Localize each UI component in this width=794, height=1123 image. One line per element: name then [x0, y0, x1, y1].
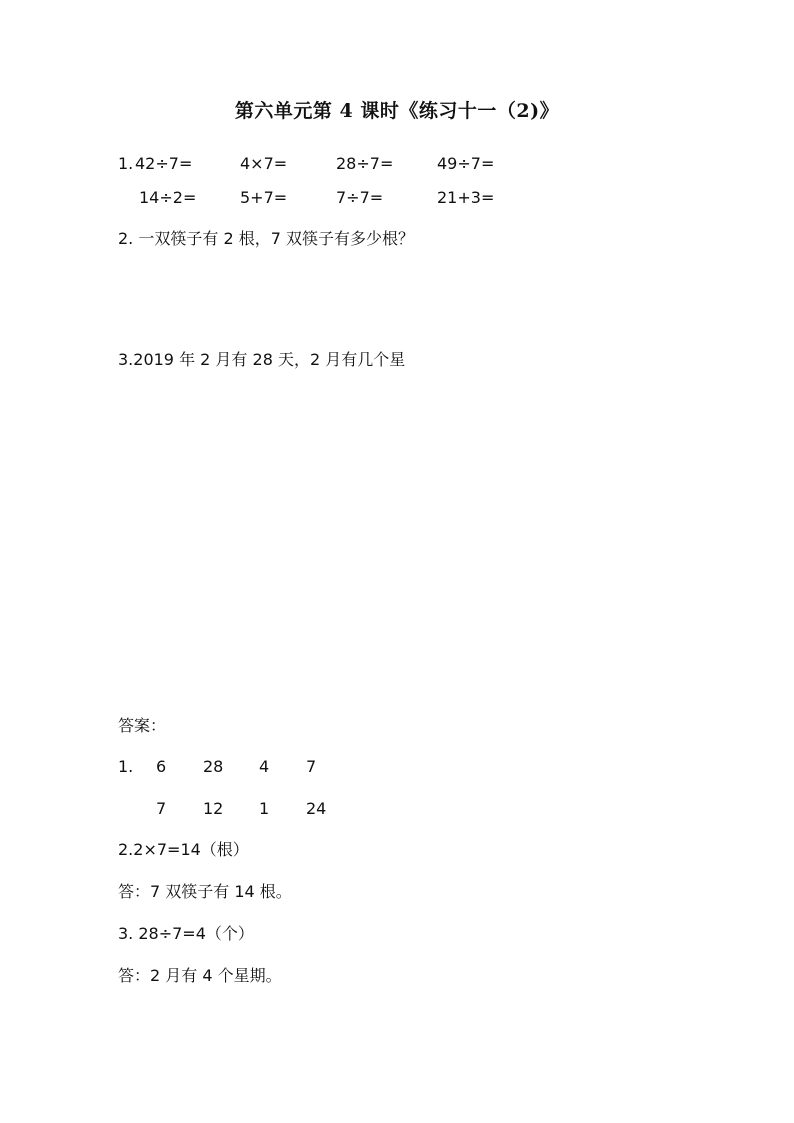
answer-2-equation: 2.2×7=14（根） [118, 840, 249, 859]
a1-row2-item-4: 24 [306, 799, 327, 818]
a1-row1-item-2: 28 [203, 757, 224, 776]
question-3: 3.2019 年 2 月有 28 天，2 月有几个星 [118, 350, 406, 369]
answer-3-equation: 3. 28÷7=4（个） [118, 924, 254, 943]
answer-1-number: 1. [118, 757, 134, 776]
a1-row2-item-2: 12 [203, 799, 224, 818]
q1-row2-item-2: 5+7= [240, 188, 288, 207]
q1-row2-item-1: 14÷2= [139, 188, 197, 207]
answer-3-statement: 答：2 月有 4 个星期。 [118, 966, 282, 985]
page-title: 第六单元第 4 课时《练习十一（2)》 [234, 100, 560, 122]
a1-row2-item-1: 7 [156, 799, 167, 818]
a1-row2-item-3: 1 [259, 799, 270, 818]
q1-row1-item-1: 42÷7= [135, 154, 193, 173]
q1-row1-item-3: 28÷7= [336, 154, 394, 173]
a1-row1-item-4: 7 [306, 757, 317, 776]
question-2: 2. 一双筷子有 2 根，7 双筷子有多少根？ [118, 229, 414, 248]
question-1-number: 1. [118, 154, 134, 173]
a1-row1-item-1: 6 [156, 757, 167, 776]
q1-row2-item-3: 7÷7= [336, 188, 384, 207]
answer-2-statement: 答：7 双筷子有 14 根。 [118, 882, 292, 901]
q1-row2-item-4: 21+3= [437, 188, 495, 207]
answers-heading: 答案： [118, 716, 167, 735]
q1-row1-item-4: 49÷7= [437, 154, 495, 173]
a1-row1-item-3: 4 [259, 757, 270, 776]
q1-row1-item-2: 4×7= [240, 154, 288, 173]
